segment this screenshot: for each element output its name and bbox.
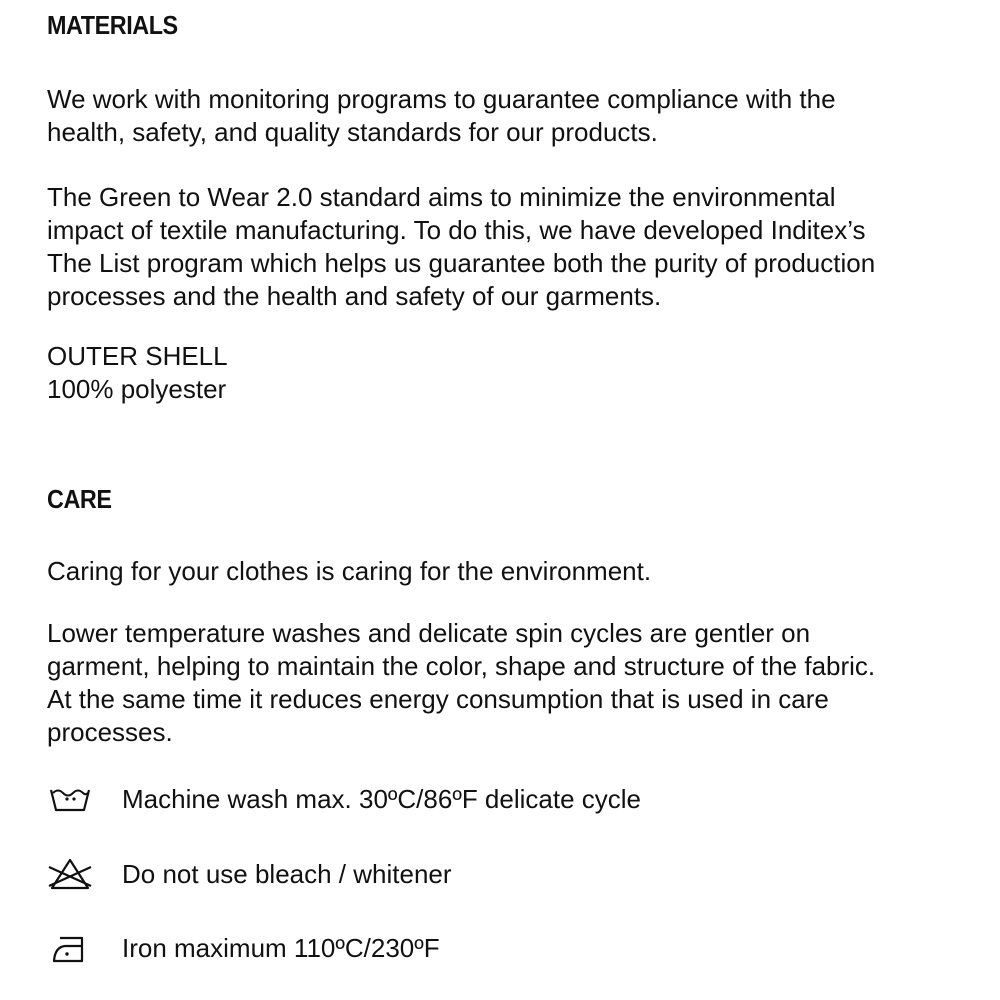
text-line: processes and the health and safety of our garments. [47,281,662,311]
no-bleach-icon [47,855,93,895]
composition-fabric: 100% polyester [47,374,227,404]
care-instruction-machine-wash [47,780,947,820]
composition-part: OUTER SHELL [47,341,228,371]
iron-icon [47,929,93,969]
text-line: health, safety, and quality standards for our products. [47,117,658,147]
text-line: Lower temperature washes and delicate spin cycles are gentler on [47,618,811,648]
materials-paragraph-monitoring [47,83,977,149]
composition [47,340,977,406]
text-line: The Green to Wear 2.0 standard aims to minimize the environmental [47,182,836,212]
text-line: garment, helping to maintain the color, shape and structure of the fabric. [47,651,876,681]
care-instruction-no-bleach [47,855,947,895]
text-line: We work with monitoring programs to guarantee compliance with the [47,84,836,114]
care-instruction-label: Do not use bleach / whitener [122,859,452,889]
text-line: The List program which helps us guarantee both the purity of production [47,248,876,278]
care-instruction-label: Machine wash max. 30ºC/86ºF delicate cycle [122,784,641,814]
care-heading: CARE [47,484,112,514]
care-paragraph [47,617,977,749]
care-instruction-iron [47,929,947,969]
care-intro [47,555,977,588]
text-line: impact of textile manufacturing. To do this, we have developed Inditex’s [47,215,866,245]
materials-paragraph-green-to-wear [47,181,977,313]
text-line: At the same time it reduces energy consumption that is used in care [47,684,829,714]
machine-wash-icon [47,780,93,820]
text-line: processes. [47,717,173,747]
text-line: Caring for your clothes is caring for the environment. [47,556,652,586]
materials-heading: MATERIALS [47,10,178,40]
care-instruction-label: Iron maximum 110ºC/230ºF [122,933,440,963]
